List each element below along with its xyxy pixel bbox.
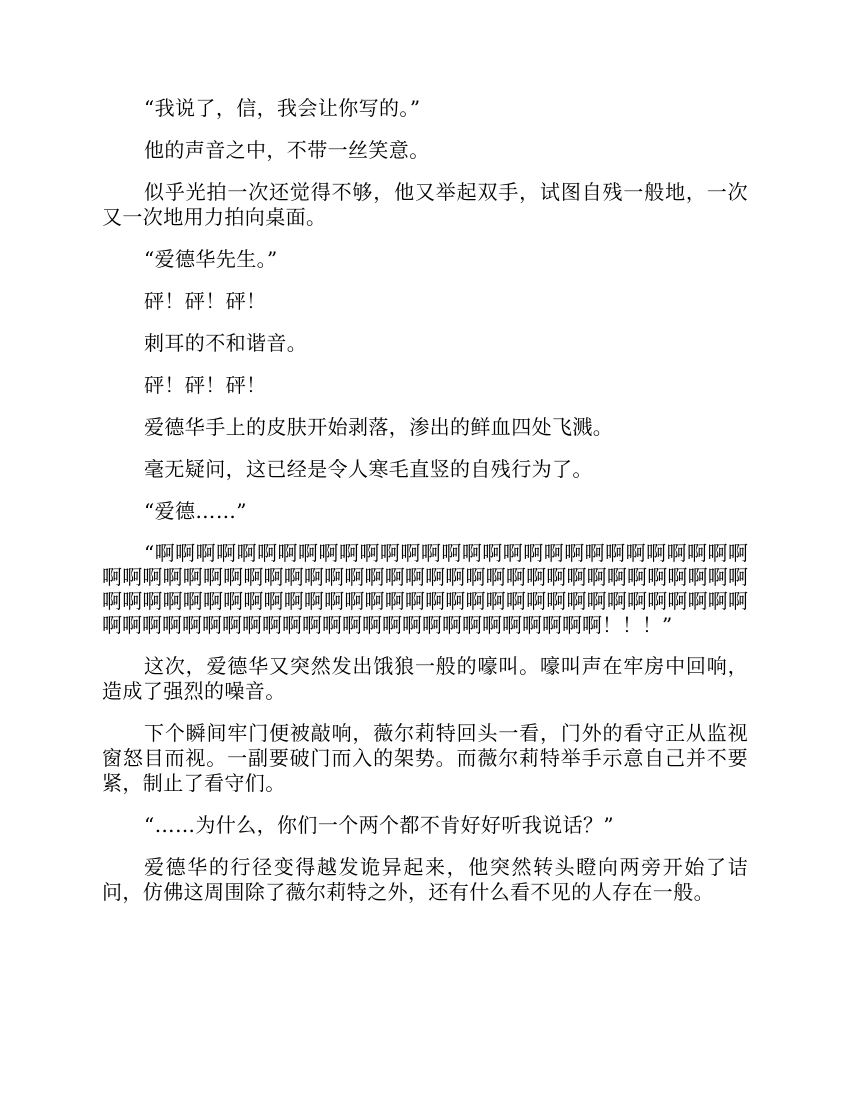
paragraph: 这次，爱德华又突然发出饿狼一般的嚎叫。嚎叫声在牢房中回响，造成了强烈的噪音。 — [102, 654, 748, 703]
paragraph: 砰！砰！砰！ — [144, 373, 267, 397]
paragraph: 爱德华的行径变得越发诡异起来，他突然转头瞪向两旁开始了诘问，仿佛这周围除了薇尔莉特之外，还有什么看不见的人存在一般。 — [102, 855, 748, 904]
document-page — [102, 96, 748, 922]
paragraph: 似乎光拍一次还觉得不够，他又举起双手，试图自残一般地，一次又一次地用力拍向桌面。 — [102, 180, 748, 229]
paragraph: 砰！砰！砰！ — [144, 289, 267, 313]
scream-paragraph: “啊啊啊啊啊啊啊啊啊啊啊啊啊啊啊啊啊啊啊啊啊啊啊啊啊啊啊啊啊啊啊啊啊啊啊啊啊啊啊啊啊啊啊啊啊啊啊啊啊啊啊啊啊啊啊啊啊啊啊啊啊啊啊啊啊啊啊啊啊啊啊啊啊啊啊啊啊啊啊啊啊啊啊啊啊啊啊啊啊啊啊啊啊啊啊啊啊啊啊啊啊啊啊啊啊啊啊啊啊啊啊啊啊啊啊啊啊啊！！！” — [102, 541, 748, 637]
paragraph: “爱德华先生。” — [144, 247, 278, 271]
paragraph: “爱德……” — [144, 499, 247, 523]
paragraph: 毫无疑问，这已经是令人寒毛直竖的自残行为了。 — [144, 457, 593, 481]
paragraph: “我说了，信，我会让你写的。” — [144, 96, 421, 120]
paragraph: 刺耳的不和谐音。 — [144, 331, 308, 355]
paragraph: “……为什么，你们一个两个都不肯好好听我说话？” — [144, 813, 615, 837]
paragraph: 他的声音之中，不带一丝笑意。 — [144, 138, 430, 162]
paragraph: 下个瞬间牢门便被敲响，薇尔莉特回头一看，门外的看守正从监视窗怒目而视。一副要破门而入的架势。而薇尔莉特举手示意自己并不要紧，制止了看守们。 — [102, 721, 748, 795]
paragraph: 爱德华手上的皮肤开始剥落，渗出的鲜血四处飞溅。 — [144, 415, 614, 439]
